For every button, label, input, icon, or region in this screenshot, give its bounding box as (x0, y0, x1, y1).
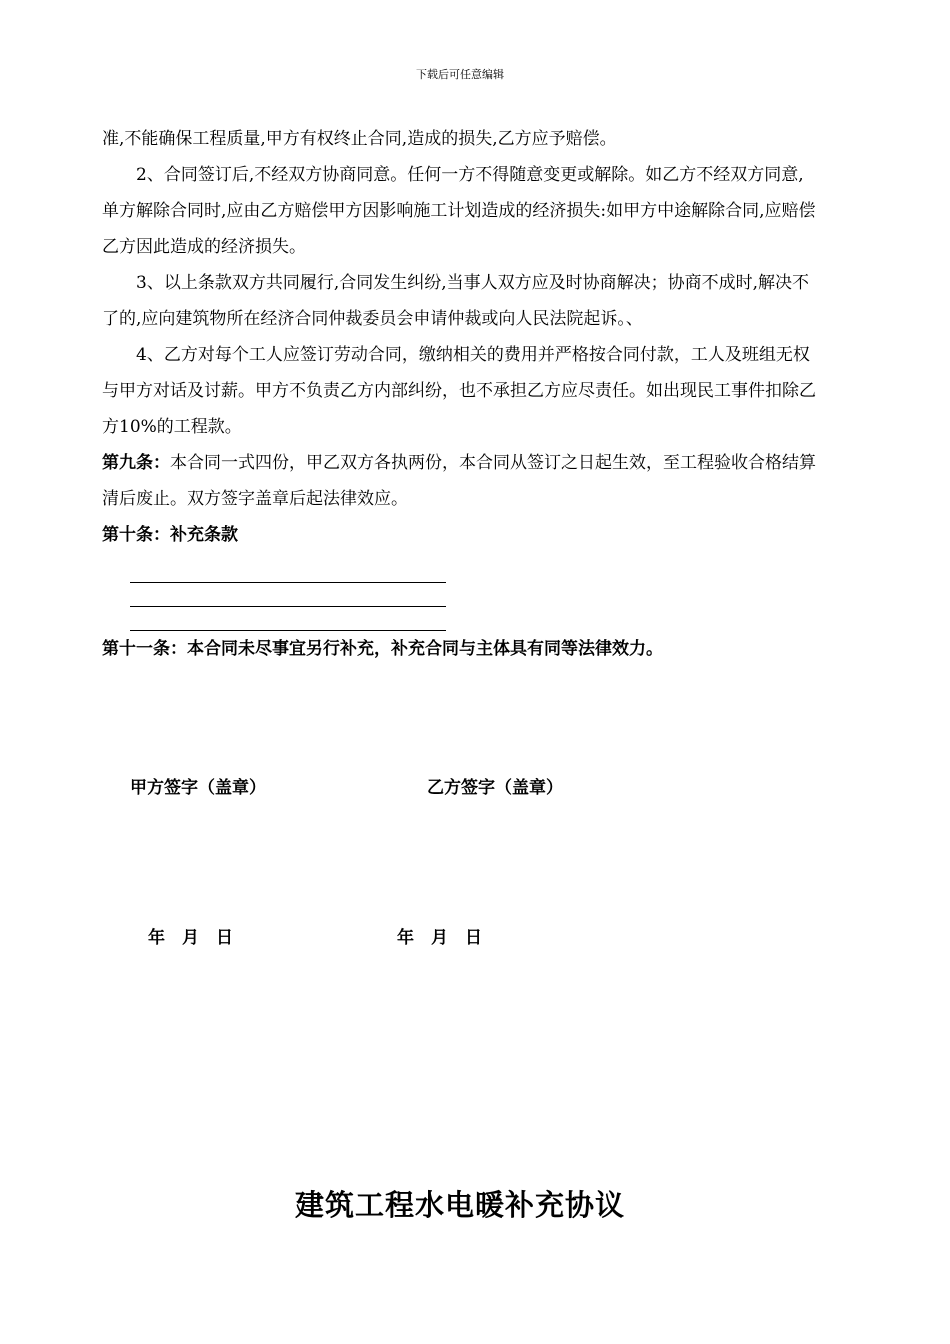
paragraph-continuation: 准,不能确保工程质量,甲方有权终止合同,造成的损失,乙方应予赔偿。 (102, 129, 617, 149)
header-note: 下载后可任意编辑 (416, 68, 504, 81)
article-11: 第十一条：本合同未尽事宜另行补充，补充合同与主体具有同等法律效力。 (102, 639, 663, 659)
blank-line (130, 607, 446, 631)
party-b-date: 年 月 日 (397, 928, 482, 948)
blank-line (130, 559, 446, 583)
contract-body (102, 121, 818, 667)
supplement-blanks (130, 559, 818, 631)
clause-3: 3、以上条款双方共同履行,合同发生纠纷,当事人双方应及时协商解决；协商不成时,解决不了的,应向建筑物所在经济合同仲裁委员会申请仲裁或向人民法院起诉。、 (102, 273, 810, 329)
blank-line (130, 583, 446, 607)
clause-4: 4、乙方对每个工人应签订劳动合同，缴纳相关的费用并严格按合同付款，工人及班组无权与甲方对话及讨薪。甲方不负责乙方内部纠纷，也不承担乙方应尽责任。如出现民工事件扣除乙方10%的工程款。 (102, 345, 816, 437)
clause-2: 2、合同签订后,不经双方协商同意。任何一方不得随意变更或解除。如乙方不经双方同意,单方解除合同时,应由乙方赔偿甲方因影响施工计划造成的经济损失:如甲方中途解除合同,应赔偿乙方因此造成的经济损失。 (102, 165, 816, 257)
party-a-signature: 甲方签字（盖章） (130, 778, 266, 798)
article-9 (102, 445, 818, 517)
document-title: 建筑工程水电暖补充协议 (294, 1188, 625, 1222)
article-9-text: 本合同一式四份，甲乙双方各执两份，本合同从签订之日起生效，至工程验收合格结算清后废止。双方签字盖章后起法律效应。 (102, 453, 816, 509)
party-b-signature: 乙方签字（盖章） (427, 778, 563, 798)
article-10-label: 第十条：补充条款 (102, 525, 238, 545)
article-9-label: 第九条： (102, 453, 170, 473)
party-a-date: 年 月 日 (148, 928, 233, 948)
